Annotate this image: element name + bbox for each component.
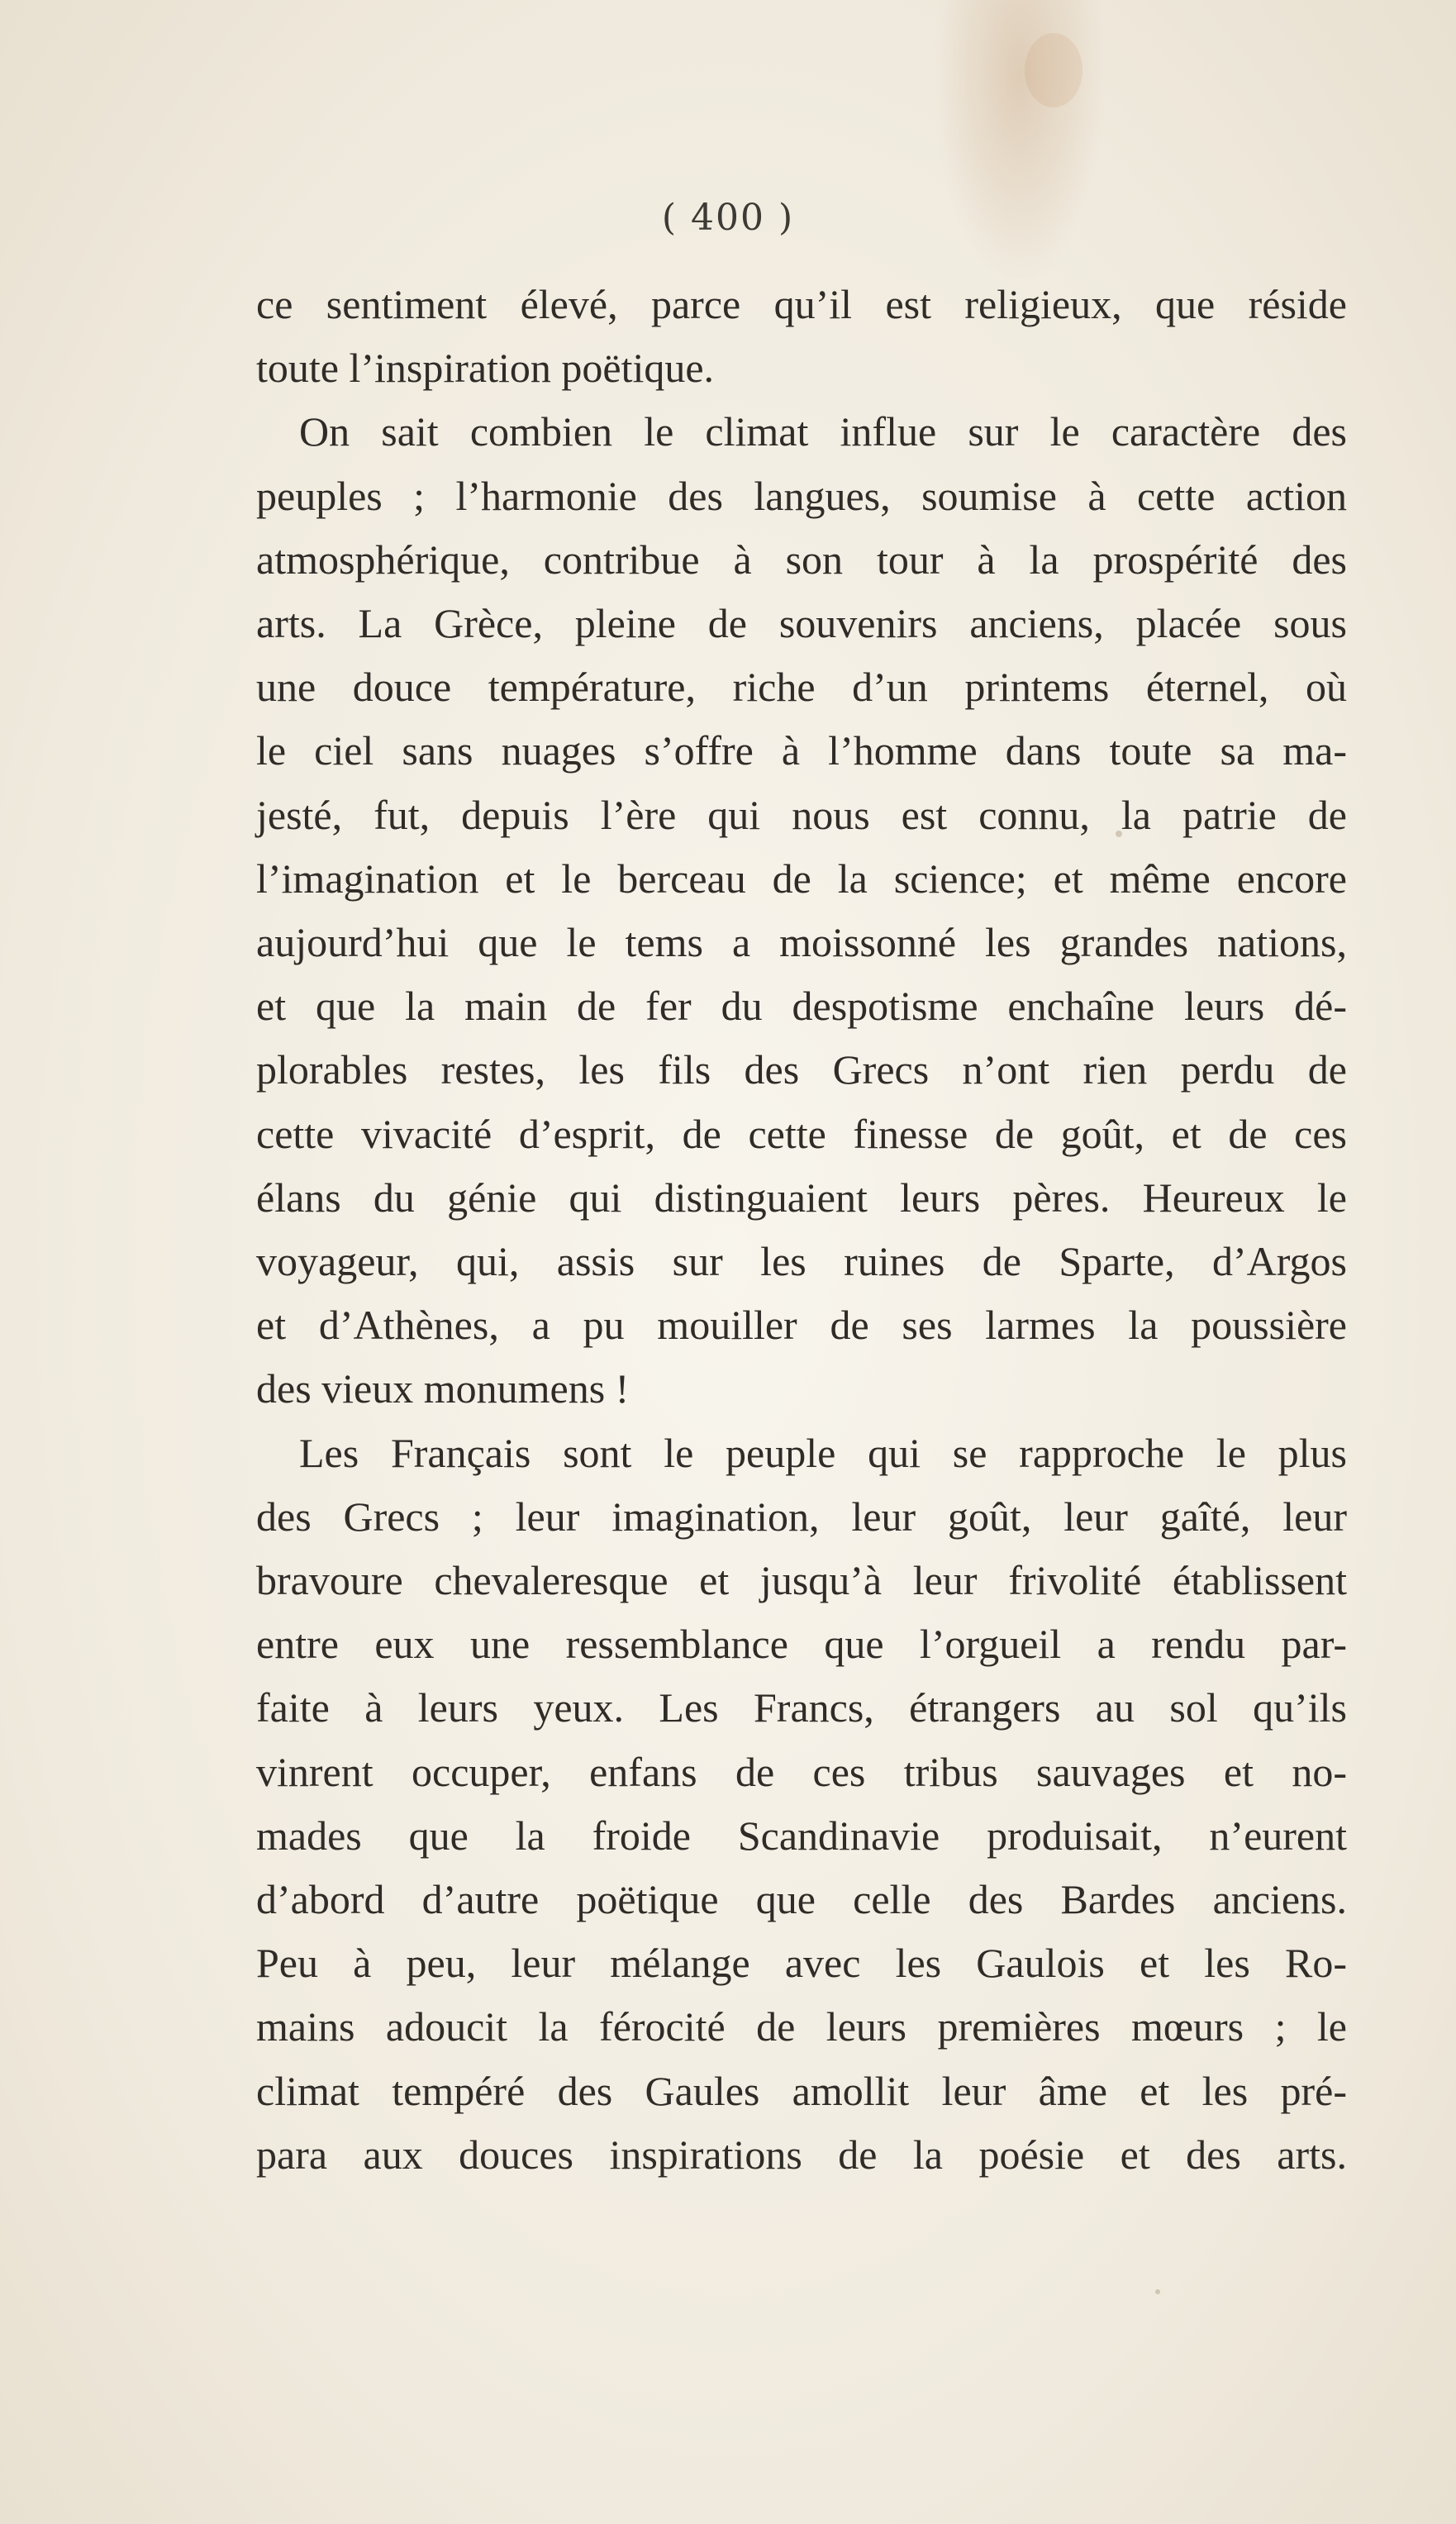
text-line: ce sentiment élevé, parce qu’il est religieux, que réside	[256, 281, 1347, 327]
text-line: et que la main de fer du despotisme enchaîne leurs dé-	[256, 983, 1347, 1030]
page-number: ( 400 )	[661, 197, 795, 239]
text-line: peuples ; l’harmonie des langues, soumise à cette action	[256, 472, 1347, 519]
stain	[1155, 2289, 1160, 2294]
text-line: vinrent occuper, enfans de ces tribus sauvages et no-	[256, 1748, 1347, 1795]
text-line: plorables restes, les fils des Grecs n’ont rien perdu de	[256, 1046, 1347, 1093]
text-line: jesté, fut, depuis l’ère qui nous est connu, la patrie de	[256, 791, 1347, 838]
text-line: d’abord d’autre poëtique que celle des Bardes anciens.	[256, 1876, 1347, 1923]
text-line: arts. La Grèce, pleine de souvenirs anciens, placée sous	[256, 600, 1347, 647]
text-line: voyageur, qui, assis sur les ruines de Sparte, d’Argos	[256, 1238, 1347, 1285]
text-line: para aux douces inspirations de la poésie et des arts.	[256, 2131, 1347, 2178]
text-line: et d’Athènes, a pu mouiller de ses larmes la poussière	[256, 1302, 1347, 1349]
text-line: cette vivacité d’esprit, de cette finesse de goût, et de ces	[256, 1110, 1347, 1157]
body-text	[256, 273, 1347, 2187]
text-line: mades que la froide Scandinavie produisait, n’eurent	[256, 1812, 1347, 1859]
text-line: toute l’inspiration poëtique.	[256, 345, 715, 392]
text-line: entre eux une ressemblance que l’orgueil a rendu par-	[256, 1621, 1347, 1668]
stain	[1025, 33, 1082, 107]
text-line: aujourd’hui que le tems a moissonné les grandes nations,	[256, 919, 1347, 966]
text-line: élans du génie qui distinguaient leurs pères. Heureux le	[256, 1174, 1347, 1221]
text-line: On sait combien le climat influe sur le caractère des	[299, 408, 1347, 455]
text-line: Les Français sont le peuple qui se rapproche le plus	[299, 1429, 1347, 1476]
text-line: l’imagination et le berceau de la science; et même encore	[256, 855, 1347, 902]
text-line: le ciel sans nuages s’offre à l’homme dans toute sa ma-	[256, 727, 1347, 774]
text-line: Peu à peu, leur mélange avec les Gaulois et les Ro-	[256, 1940, 1347, 1987]
text-line: bravoure chevaleresque et jusqu’à leur frivolité établissent	[256, 1557, 1347, 1604]
text-line: atmosphérique, contribue à son tour à la prospérité des	[256, 536, 1347, 583]
text-line: des vieux monumens !	[256, 1365, 630, 1412]
text-line: mains adoucit la férocité de leurs premières mœurs ; le	[256, 2003, 1347, 2050]
text-line: une douce température, riche d’un printems éternel, où	[256, 664, 1347, 711]
text-line: climat tempéré des Gaules amollit leur âme et les pré-	[256, 2067, 1347, 2114]
text-line: faite à leurs yeux. Les Francs, étrangers au sol qu’ils	[256, 1684, 1347, 1731]
text-line: des Grecs ; leur imagination, leur goût, leur gaîté, leur	[256, 1493, 1347, 1540]
